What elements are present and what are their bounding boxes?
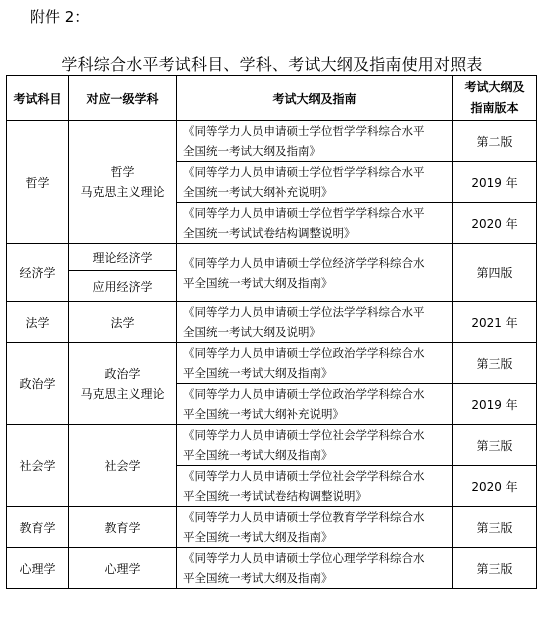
guide-line: 平全国统一考试大纲及指南》 — [183, 366, 333, 380]
guide-line: 全国统一考试大纲及指南》 — [183, 144, 321, 158]
attachment-label: 附件 2： — [30, 8, 90, 26]
subject-cell: 心理学 — [7, 548, 69, 589]
guide-cell — [177, 384, 453, 425]
guide-line: 《同等学力人员申请硕士学位社会学学科综合水 — [183, 469, 425, 483]
version-cell: 2020 年 — [453, 466, 537, 507]
discipline-line: 政治学 — [104, 366, 141, 381]
version-cell: 第三版 — [453, 507, 537, 548]
guide-line: 全国统一考试大纲补充说明》 — [183, 185, 333, 199]
table-row — [7, 507, 537, 548]
guide-cell — [177, 507, 453, 548]
discipline-cell: 应用经济学 — [69, 271, 177, 302]
guide-cell — [177, 548, 453, 589]
guide-line: 《同等学力人员申请硕士学位教育学学科综合水 — [183, 510, 425, 524]
discipline-line: 马克思主义理论 — [80, 185, 165, 199]
subject-cell: 社会学 — [7, 425, 69, 507]
version-cell: 第二版 — [453, 121, 537, 162]
comparison-table — [6, 75, 537, 589]
guide-cell — [177, 203, 453, 244]
guide-cell — [177, 343, 453, 384]
guide-line: 《同等学力人员申请硕士学位心理学学科综合水 — [183, 551, 425, 565]
version-cell: 第三版 — [453, 425, 537, 466]
version-cell: 第四版 — [453, 244, 537, 302]
guide-line: 平全国统一考试大纲补充说明》 — [183, 407, 344, 421]
guide-cell — [177, 466, 453, 507]
page-title: 学科综合水平考试科目、学科、考试大纲及指南使用对照表 — [61, 55, 483, 74]
discipline-cell: 法学 — [69, 302, 177, 343]
version-cell: 2019 年 — [453, 384, 537, 425]
header-version-line2: 指南版本 — [470, 101, 519, 115]
version-cell: 第三版 — [453, 548, 537, 589]
discipline-line: 哲学 — [110, 165, 135, 179]
guide-line: 平全国统一考试大纲及指南》 — [183, 571, 333, 585]
guide-cell — [177, 244, 453, 302]
guide-line: 平全国统一考试大纲及指南》 — [183, 448, 333, 462]
table-row — [7, 302, 537, 343]
discipline-cell: 社会学 — [69, 425, 177, 507]
discipline-line: 马克思主义理论 — [80, 386, 165, 401]
guide-line: 《同等学力人员申请硕士学位法学学科综合水平 — [183, 305, 425, 319]
guide-line: 《同等学力人员申请硕士学位政治学学科综合水 — [183, 346, 425, 360]
version-cell: 2020 年 — [453, 203, 537, 244]
guide-line: 《同等学力人员申请硕士学位社会学学科综合水 — [183, 428, 425, 442]
table-row — [7, 548, 537, 589]
version-cell: 2021 年 — [453, 302, 537, 343]
subject-cell: 经济学 — [7, 244, 69, 302]
subject-cell: 教育学 — [7, 507, 69, 548]
table-row — [7, 244, 537, 271]
discipline-cell: 心理学 — [69, 548, 177, 589]
guide-cell — [177, 302, 453, 343]
version-cell: 2019 年 — [453, 162, 537, 203]
header-version-line1: 考试大纲及 — [464, 80, 525, 94]
table-row — [7, 121, 537, 162]
table-row — [7, 425, 537, 466]
guide-line: 平全国统一考试试卷结构调整说明》 — [183, 489, 367, 503]
version-cell: 第三版 — [453, 343, 537, 384]
guide-line: 《同等学力人员申请硕士学位政治学学科综合水 — [183, 387, 425, 401]
subject-cell: 法学 — [7, 302, 69, 343]
guide-line: 全国统一考试大纲及说明》 — [183, 325, 321, 339]
guide-line: 平全国统一考试大纲及指南》 — [183, 275, 333, 290]
table-row — [7, 343, 537, 384]
header-subject: 考试科目 — [7, 76, 69, 121]
discipline-cell — [69, 343, 177, 425]
subject-cell: 政治学 — [7, 343, 69, 425]
discipline-cell — [69, 121, 177, 244]
guide-line: 全国统一考试试卷结构调整说明》 — [183, 226, 356, 240]
discipline-cell: 教育学 — [69, 507, 177, 548]
header-version — [453, 76, 537, 121]
guide-cell — [177, 121, 453, 162]
guide-line: 《同等学力人员申请硕士学位经济学学科综合水 — [183, 255, 425, 270]
subject-cell: 哲学 — [7, 121, 69, 244]
discipline-cell: 理论经济学 — [69, 244, 177, 271]
guide-line: 《同等学力人员申请硕士学位哲学学科综合水平 — [183, 206, 425, 220]
guide-cell — [177, 162, 453, 203]
table-header-row — [7, 76, 537, 121]
guide-line: 《同等学力人员申请硕士学位哲学学科综合水平 — [183, 124, 425, 138]
guide-cell — [177, 425, 453, 466]
guide-line: 平全国统一考试大纲及指南》 — [183, 530, 333, 544]
guide-line: 《同等学力人员申请硕士学位哲学学科综合水平 — [183, 165, 425, 179]
header-discipline: 对应一级学科 — [69, 76, 177, 121]
header-guide: 考试大纲及指南 — [177, 76, 453, 121]
